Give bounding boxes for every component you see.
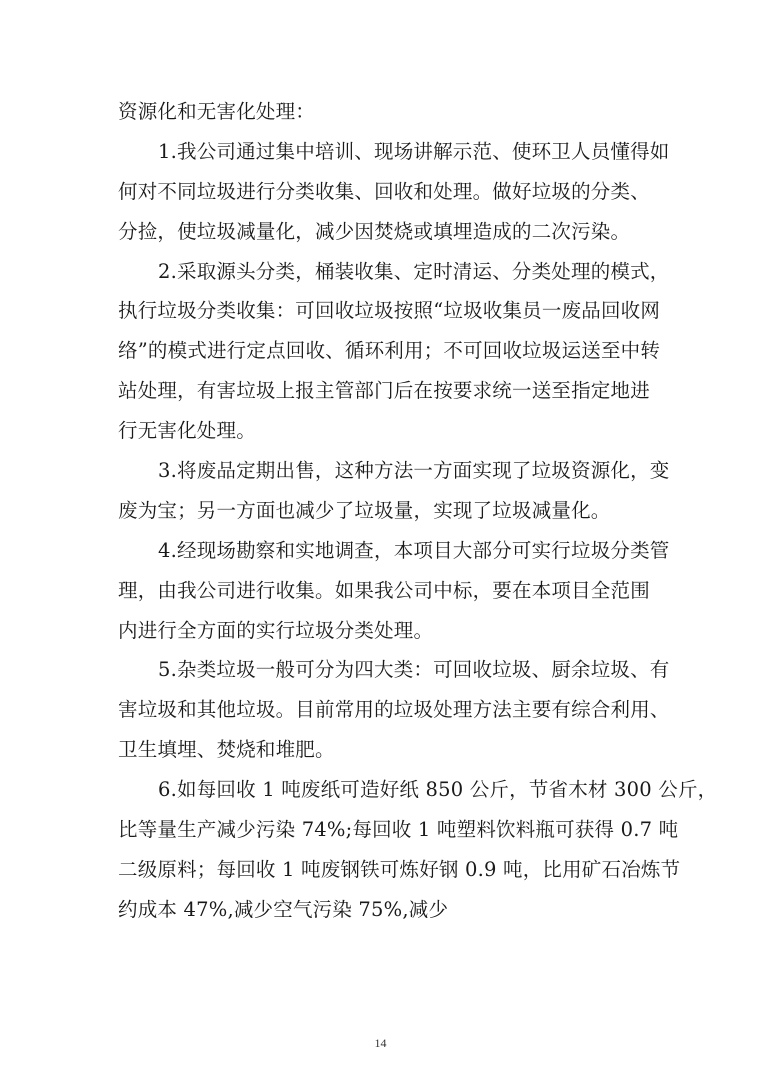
text-line: 行无害化处理。 (118, 419, 256, 443)
text-line-item-4-start: 4.经现场勘察和实地调查，本项目大部分可实行垃圾分类管 (158, 538, 670, 562)
text-line: 内进行全方面的实行垃圾分类处理。 (118, 618, 434, 642)
text-line-item-5-start: 5.杂类垃圾一般可分为四大类：可回收垃圾、厨余垃圾、有 (158, 658, 670, 682)
text-line: 分捡，使垃圾减量化，减少因焚烧或填埋造成的二次污染。 (118, 219, 631, 243)
text-line: 约成本 47%,减少空气污染 75%,减少 (118, 897, 449, 921)
text-line: 执行垃圾分类收集：可回收垃圾按照“垃圾收集员一废品回收网 (118, 299, 661, 323)
text-line: 废为宝；另一方面也减少了垃圾量，实现了垃圾减量化。 (118, 498, 611, 522)
text-line: 站处理，有害垃圾上报主管部门后在按要求统一送至指定地进 (118, 379, 650, 403)
text-line: 二级原料；每回收 1 吨废钢铁可炼好钢 0.9 吨，比用矿石冶炼节 (118, 857, 681, 881)
text-line-item-6-start: 6.如每回收 1 吨废纸可造好纸 850 公斤，节省木材 300 公斤， (158, 778, 718, 802)
text-line: 比等量生产减少污染 74%;每回收 1 吨塑料饮料瓶可获得 0.7 吨 (118, 818, 679, 842)
text-line-item-3-start: 3.将废品定期出售，这种方法一方面实现了垃圾资源化，变 (158, 459, 670, 483)
text-line: 络”的模式进行定点回收、循环利用；不可回收垃圾运送至中转 (118, 339, 661, 363)
body-text (118, 92, 718, 930)
text-line: 理，由我公司进行收集。如果我公司中标，要在本项目全范围 (118, 578, 650, 602)
text-line-heading: 资源化和无害化处理： (118, 100, 316, 123)
page-number: 14 (374, 1036, 387, 1050)
text-line-item-2-start: 2.采取源头分类，桶装收集、定时清运、分类处理的模式， (158, 259, 670, 283)
text-line: 卫生填埋、焚烧和堆肥。 (118, 738, 335, 762)
text-line-item-1-start: 1.我公司通过集中培训、现场讲解示范、使环卫人员懂得如 (158, 139, 670, 163)
text-line: 何对不同垃圾进行分类收集、回收和处理。做好垃圾的分类、 (118, 179, 650, 203)
text-line: 害垃圾和其他垃圾。目前常用的垃圾处理方法主要有综合利用、 (118, 698, 670, 722)
